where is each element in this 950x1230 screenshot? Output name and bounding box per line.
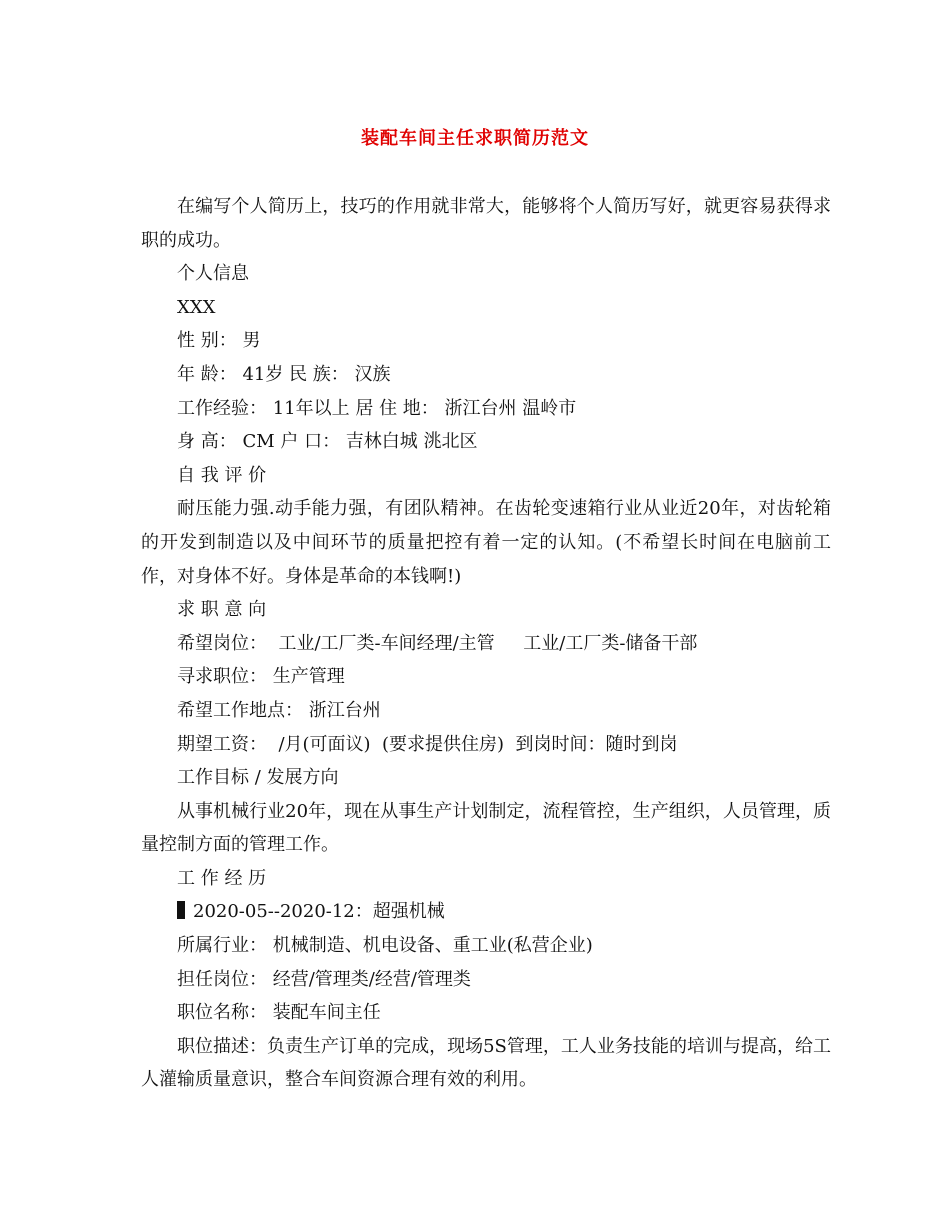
section-heading-personal-info: 个人信息 — [177, 263, 249, 285]
target-job-line: 寻求职位： 生产管理 — [177, 666, 345, 688]
section-heading-career-goal: 工作目标 / 发展方向 — [177, 767, 339, 789]
section-heading-self-evaluation: 自 我 评 价 — [177, 464, 267, 486]
gender-line: 性 别： 男 — [177, 330, 261, 352]
desired-position-line: 希望岗位： 工业/工厂类-车间经理/主管 工业/工厂类-储备干部 — [177, 632, 698, 654]
industry-line: 所属行业： 机械制造、机电设备、重工业(私营企业) — [177, 935, 593, 957]
expected-salary-line: 期望工资： /月(可面议) (要求提供住房) 到岗时间：随时到岗 — [177, 733, 678, 755]
desired-location-line: 希望工作地点： 浙江台州 — [177, 699, 381, 721]
intro-paragraph: 在编写个人简历上，技巧的作用就非常大，能够将个人简历写好，就更容易获得求职的成功。 — [141, 196, 831, 251]
document-body — [141, 190, 831, 1097]
section-heading-job-intention: 求 职 意 向 — [177, 599, 267, 621]
experience-entry-heading — [141, 895, 831, 929]
experience-residence-line: 工作经验： 11年以上 居 住 地： 浙江台州 温岭市 — [177, 397, 577, 419]
bullet-block-icon — [177, 901, 185, 919]
self-evaluation-paragraph: 耐压能力强.动手能力强，有团队精神。在齿轮变速箱行业从业近20年，对齿轮箱的开发到制造以及中间环节的质量把控有着一定的认知。(不希望长时间在电脑前工作，对身体不好。身体是革命的本钱啊!) — [141, 498, 831, 587]
name-line: XXX — [177, 296, 216, 318]
position-held-line: 担任岗位： 经营/管理类/经营/管理类 — [177, 968, 471, 990]
career-goal-paragraph: 从事机械行业20年，现在从事生产计划制定，流程管控，生产组织，人员管理，质量控制方面的管理工作。 — [141, 800, 831, 856]
experience-entry-text: 2020-05--2020-12：超强机械 — [193, 901, 445, 923]
age-ethnicity-line: 年 龄： 41岁 民 族： 汉族 — [177, 363, 391, 385]
document-title: 装配车间主任求职简历范文 — [361, 128, 589, 149]
section-heading-work-experience: 工 作 经 历 — [177, 867, 267, 889]
job-title-line: 职位名称： 装配车间主任 — [177, 1002, 381, 1024]
height-hukou-line: 身 高： CM 户 口： 吉林白城 洮北区 — [177, 431, 478, 453]
job-description-paragraph: 职位描述：负责生产订单的完成，现场5S管理，工人业务技能的培训与提高，给工人灌输质量意识，整合车间资源合理有效的利用。 — [141, 1035, 831, 1091]
